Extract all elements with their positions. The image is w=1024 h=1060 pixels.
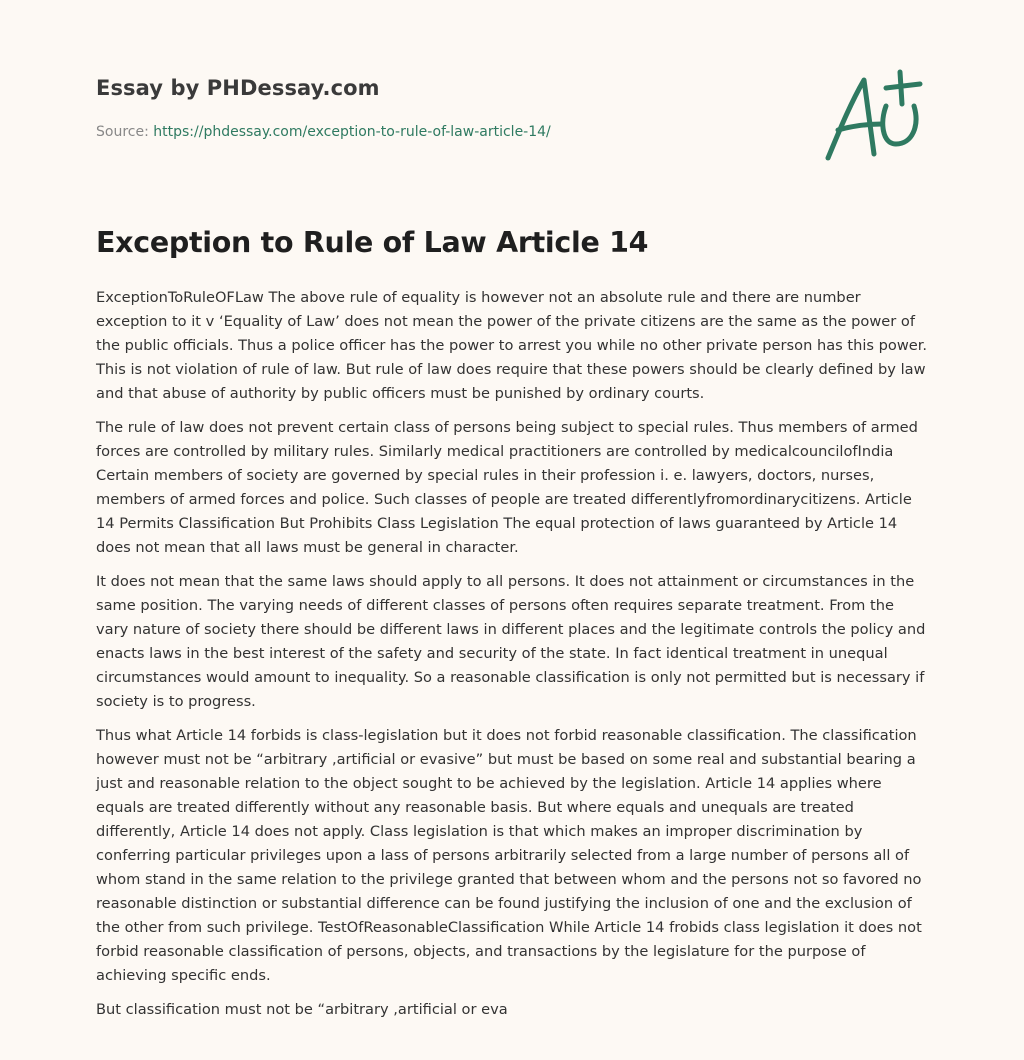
essay-paragraph: Thus what Article 14 forbids is class-legislation but it does not forbid reasonable classification. The classification however must not be “arbitrary ,artificial or evasive” but must be based on some real and substantial bearing a just and reasonable relation to the object sought to be achieved by the legislation. Article 14 applies where equals are treated differently without any reasonable basis. But where equals and unequals are treated differently, Article 14 does not apply. Class legislation is that which makes an improper discrimination by conferring particular privileges upon a lass of persons arbitrarily selected from a large number of persons all of whom stand in the same relation to the privilege granted that between whom and the persons not so favored no reasonable distinction or substantial difference can be found justifying the inclusion of one and the exclusion of the other from such privilege. TestOfReasonableClassification While Article 14 frobids class legislation it does not forbid reasonable classification of persons, objects, and transactions by the legislature for the purpose of achieving specific ends. bbox=[96, 727, 922, 984]
source-label: Source: bbox=[96, 124, 154, 140]
essay-paragraph: It does not mean that the same laws should apply to all persons. It does not attainment or circumstances in the same position. The varying needs of different classes of persons often requires separate treatment. From the vary nature of society there should be different laws in different places and the legitimate controls the policy and enacts laws in the best interest of the safety and security of the state. In fact identical treatment in unequal circumstances would amount to inequality. So a reasonable classification is only not permitted but is necessary if society is to progress. bbox=[96, 573, 926, 710]
source-link[interactable]: https://phdessay.com/exception-to-rule-of-law-article-14/ bbox=[153, 124, 551, 140]
essay-paragraph: The rule of law does not prevent certain class of persons being subject to special rules. Thus members of armed forces are controlled by military rules. Similarly medical practitioners are controlled by medicalcouncilofIndia Certain members of society are governed by special rules in their profession i. e. lawyers, doctors, nurses, members of armed forces and police. Such classes of people are treated differentlyfromordinarycitizens. Article 14 Permits Classification But Prohibits Class Legislation The equal protection of laws guaranteed by Article 14 does not mean that all laws must be general in character. bbox=[96, 419, 918, 556]
essay-paragraph: But classification must not be “arbitrary ,artificial or eva bbox=[96, 1001, 508, 1018]
site-brand: Essay by PHDessay.com bbox=[96, 76, 380, 100]
source-line bbox=[96, 124, 551, 140]
essay-title: Exception to Rule of Law Article 14 bbox=[96, 226, 649, 259]
a-plus-grade-icon bbox=[820, 66, 930, 166]
essay-body bbox=[96, 286, 930, 1032]
essay-paragraph: ExceptionToRuleOFLaw The above rule of equality is however not an absolute rule and there are number exception to it v ‘Equality of Law’ does not mean the power of the private citizens are the same as the power of the public officials. Thus a police officer has the power to arrest you while no other private person has this power. This is not violation of rule of law. But rule of law does require that these powers should be clearly defined by law and that abuse of authority by public officers must be punished by ordinary courts. bbox=[96, 289, 928, 402]
